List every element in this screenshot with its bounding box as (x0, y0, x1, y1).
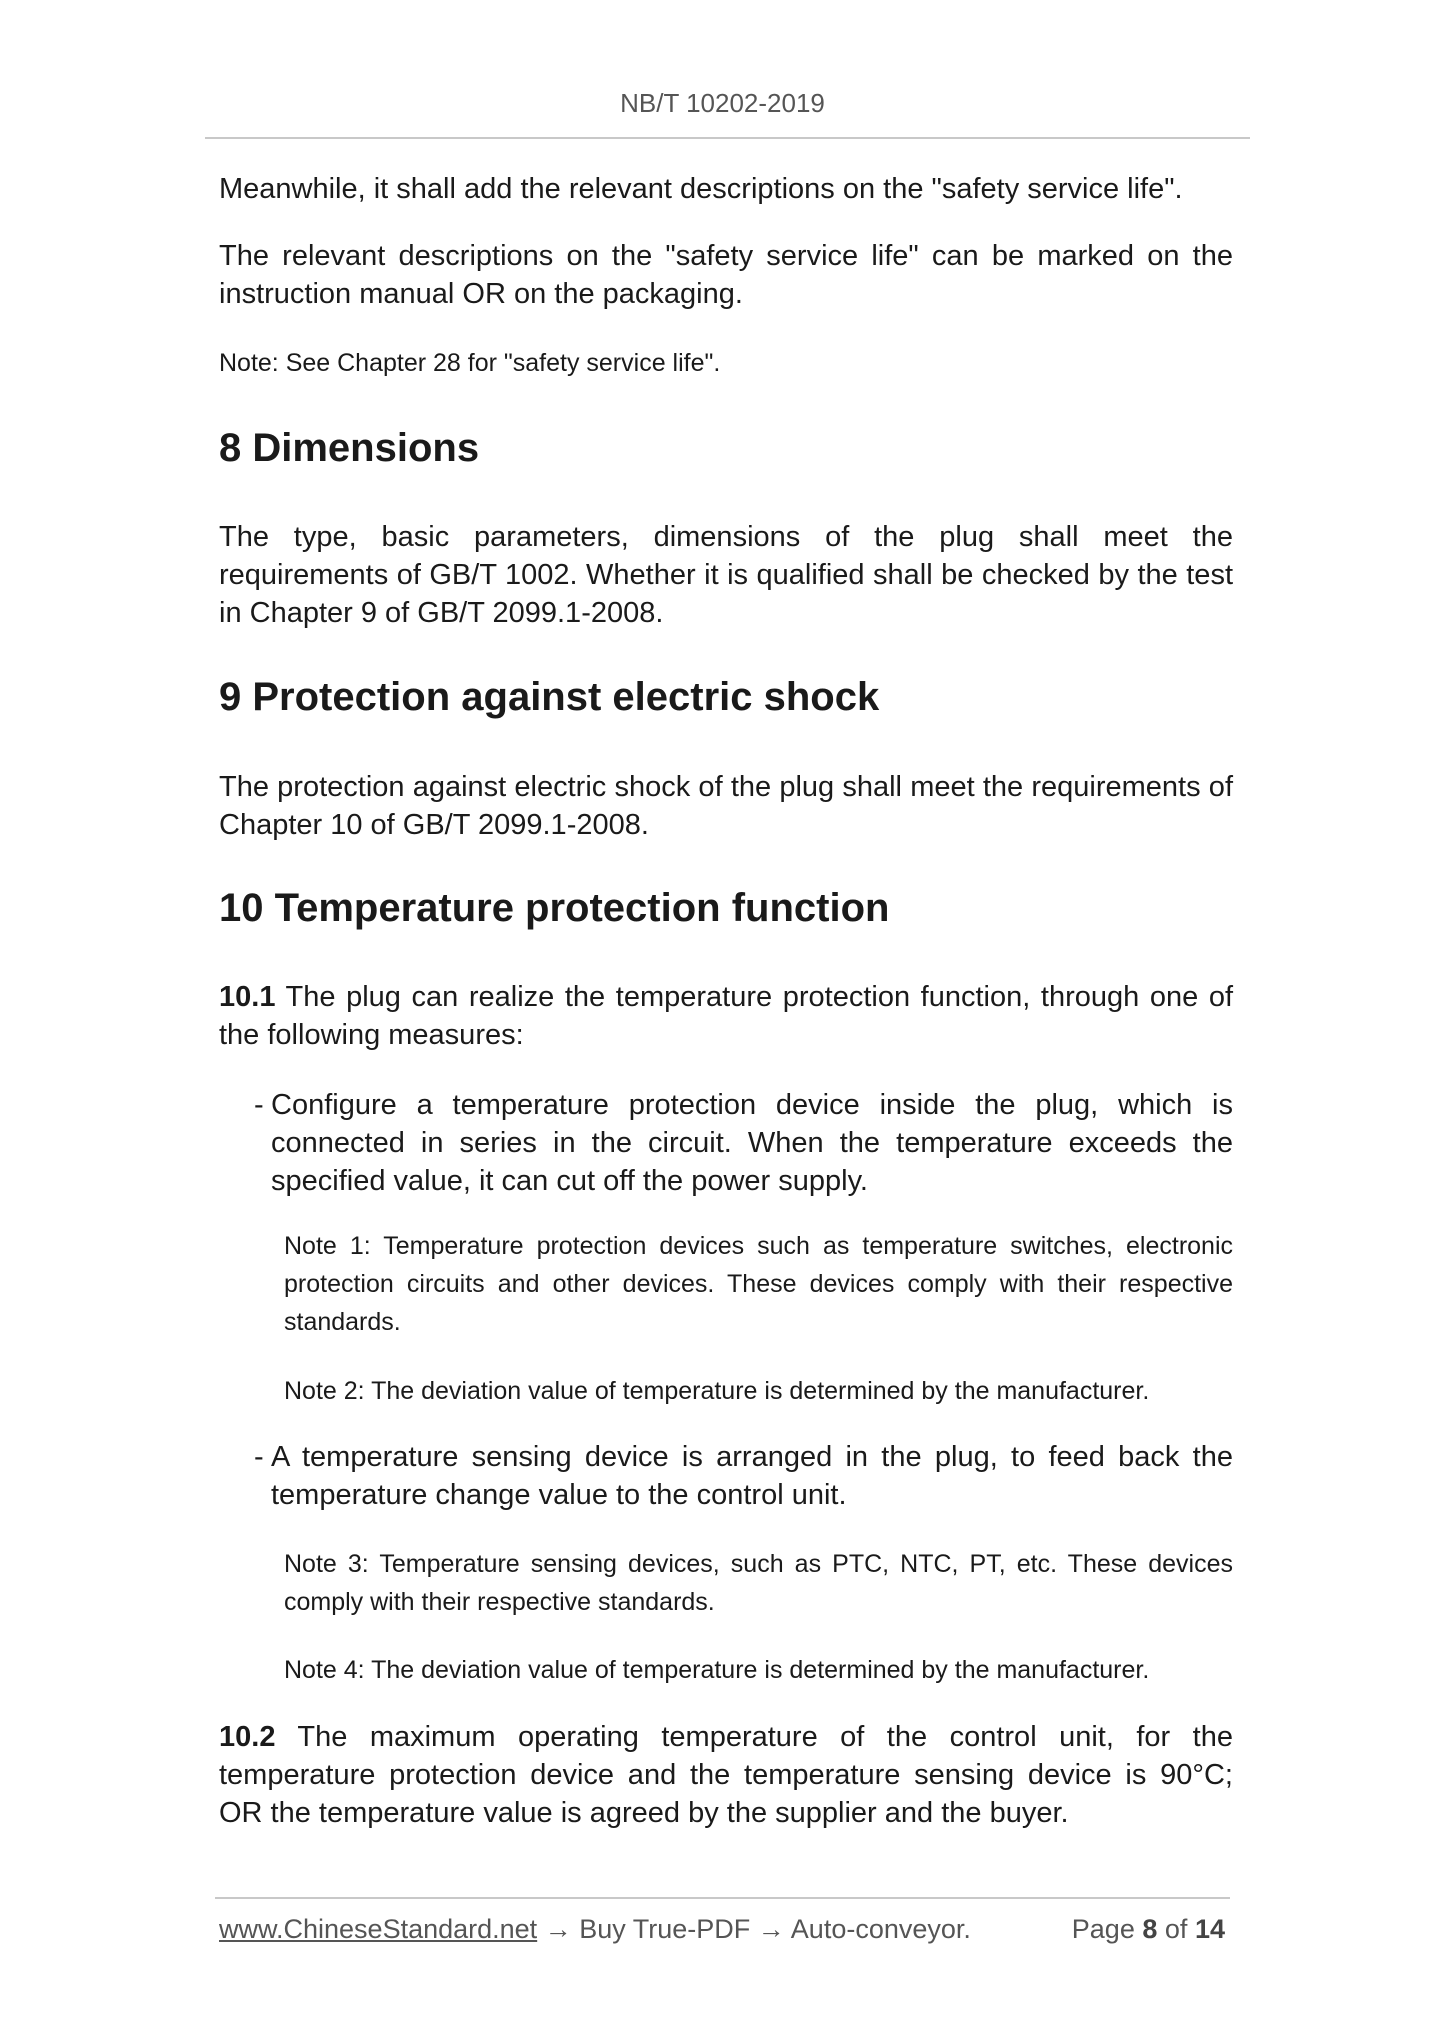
paragraph-meanwhile: Meanwhile, it shall add the relevant descriptions on the "safety service life". (219, 173, 1183, 205)
current-page-number: 8 (1142, 1914, 1158, 1944)
buy-true-pdf-text: Buy True-PDF (579, 1914, 751, 1944)
header-divider (205, 137, 1250, 139)
clause-10-2-text: The maximum operating temperature of the control unit, for the temperature protection device and the temperature sensing device is 90°C; OR the temperature value is agreed by the supplier and the buyer. (219, 1721, 1233, 1829)
list-item-text: Configure a temperature protection device inside the plug, which is connected in series in the circuit. When the temperature exceeds the specified value, it can cut off the power supply. (271, 1089, 1233, 1197)
heading-section-8: 8 Dimensions (219, 426, 480, 470)
list-item-text: A temperature sensing device is arranged in the plug, to feed back the temperature change value to the control unit. (271, 1441, 1233, 1511)
paragraph-descriptions: The relevant descriptions on the "safety service life" can be marked on the instruction manual OR on the packaging. (219, 240, 1233, 310)
clause-10-2 (219, 1718, 1233, 1832)
clause-10-1-text: The plug can realize the temperature protection function, through one of the following measures: (219, 981, 1233, 1051)
note-safety-service-life: Note: See Chapter 28 for "safety service life". (219, 349, 721, 377)
auto-conveyor-text: Auto-conveyor. (790, 1914, 971, 1944)
paragraph-dimensions: The type, basic parameters, dimensions of the plug shall meet the requirements of GB/T 1002. Whether it is qualified shall be checked by the test in Chapter 9 of GB/T 2099.1-2008. (219, 521, 1233, 629)
page-footer (219, 1914, 1231, 1954)
arrow-icon: → (544, 1914, 572, 1944)
list-item-protection-device (254, 1086, 1233, 1200)
list-dash: - (254, 1089, 264, 1121)
note-2: Note 2: The deviation value of temperature is determined by the manufacturer. (284, 1377, 1150, 1405)
clause-10-1 (219, 978, 1233, 1054)
heading-section-9: 9 Protection against electric shock (219, 675, 880, 719)
document-id-header: NB/T 10202-2019 (620, 88, 825, 118)
note-3: Note 3: Temperature sensing devices, such as PTC, NTC, PT, etc. These devices comply with their respective standards. (284, 1550, 1233, 1616)
website-link[interactable]: www.ChineseStandard.net (219, 1914, 538, 1944)
page-label: Page (1071, 1914, 1135, 1944)
of-label: of (1164, 1914, 1188, 1944)
page-indicator (1072, 1914, 1225, 1945)
list-dash: - (254, 1441, 264, 1473)
footer-divider (215, 1897, 1230, 1899)
heading-section-10: 10 Temperature protection function (219, 886, 890, 930)
clause-number-10-2: 10.2 (219, 1721, 276, 1753)
list-item-sensing-device (254, 1438, 1233, 1514)
arrow-icon: → (757, 1914, 785, 1944)
paragraph-electric-shock: The protection against electric shock of the plug shall meet the requirements of Chapter 10 of GB/T 2099.1-2008. (219, 771, 1233, 841)
total-pages-number: 14 (1194, 1914, 1225, 1944)
note-1: Note 1: Temperature protection devices such as temperature switches, electronic protection circuits and other devices. These devices comply with their respective standards. (284, 1232, 1233, 1336)
clause-number-10-1: 10.1 (219, 981, 276, 1013)
note-4: Note 4: The deviation value of temperature is determined by the manufacturer. (284, 1656, 1150, 1684)
